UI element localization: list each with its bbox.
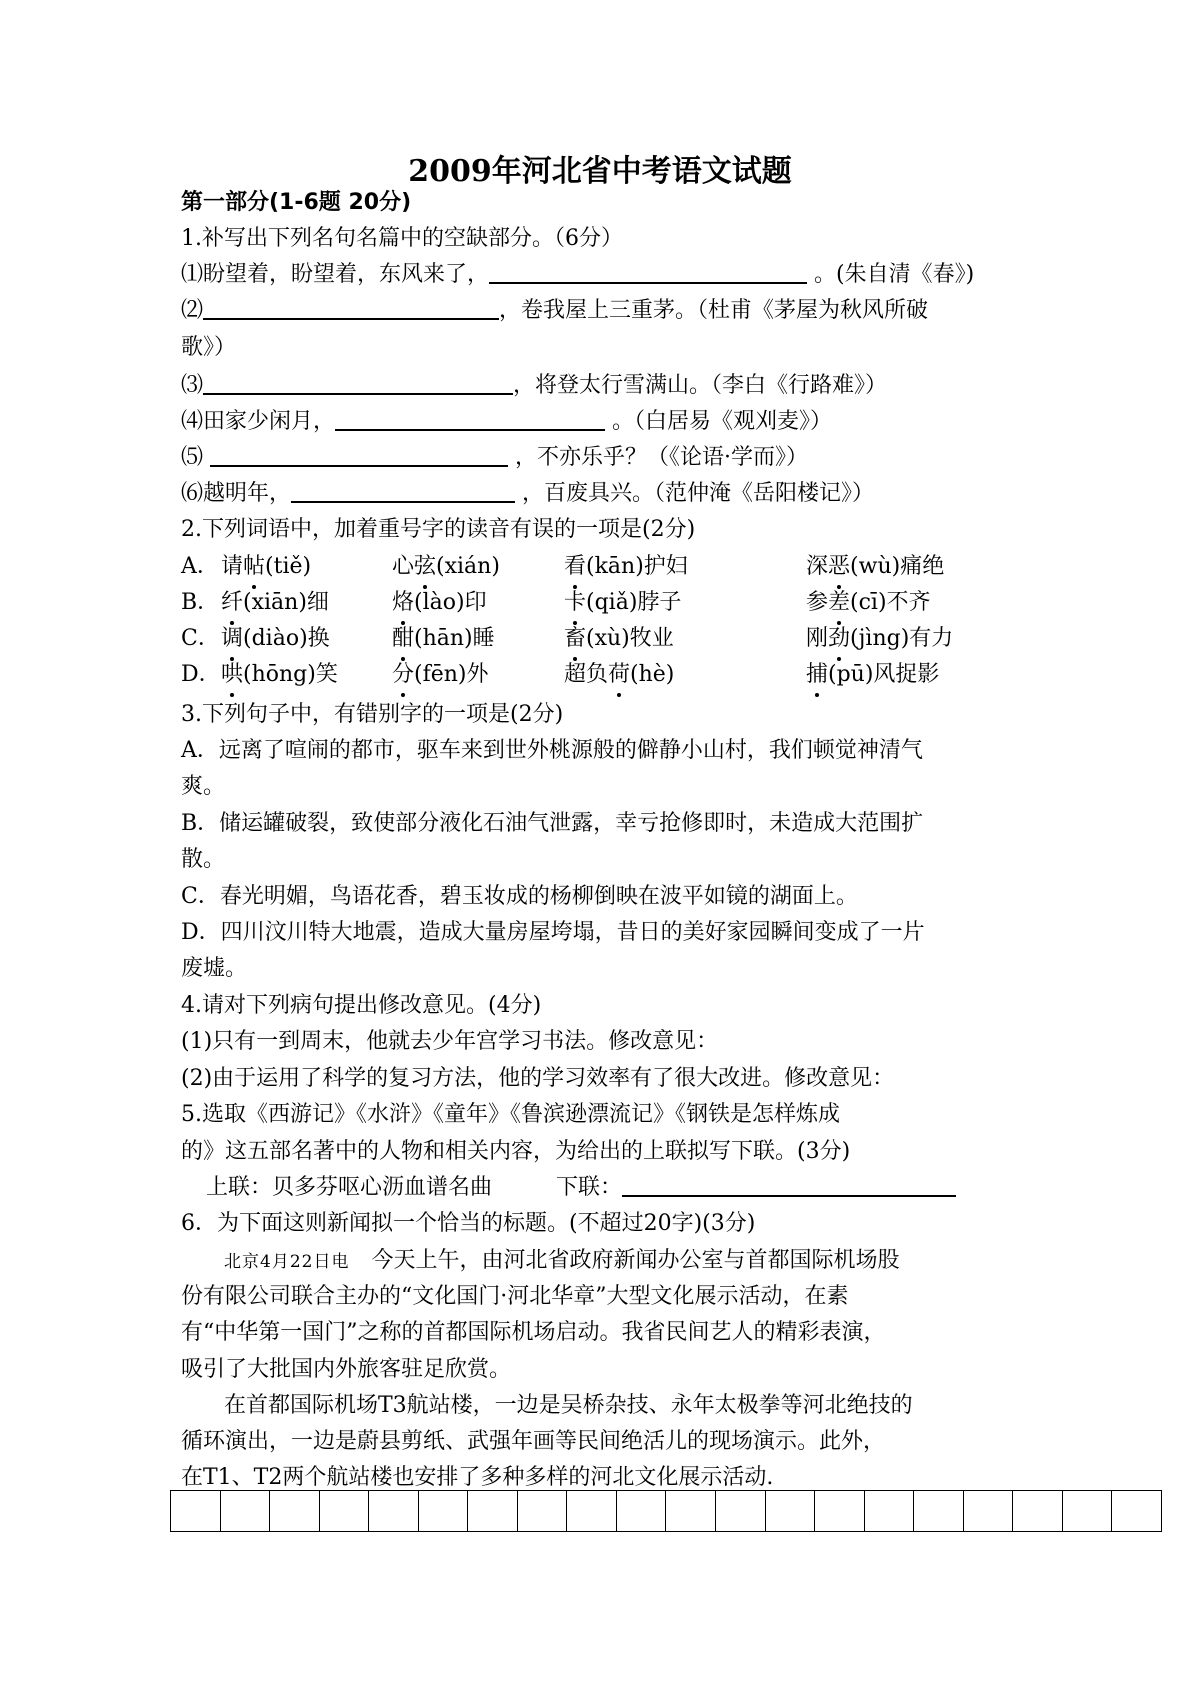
answer-cell[interactable]	[419, 1491, 469, 1531]
q2-word-item	[392, 588, 487, 618]
q1-stem: 1.补写出下列名句名篇中的空缺部分。（6分）	[181, 226, 623, 251]
q1-item-1-suffix: 。(朱自清《春》)	[807, 262, 975, 287]
q2-word-suffix: (diào)换	[243, 626, 330, 651]
q2-word-item	[564, 552, 688, 582]
q1-item-3-prefix: ⑶	[181, 373, 204, 398]
q1-item-2-suffix: ，卷我屋上三重茅。（杜甫《茅屋为秋风所破	[499, 298, 929, 323]
answer-cell[interactable]	[815, 1491, 865, 1531]
q2-word-suffix: (xù)牧业	[586, 626, 674, 651]
q2-emphasized-char: 荷	[608, 660, 630, 690]
answer-cell[interactable]	[716, 1491, 766, 1531]
q2-word-suffix: (xiān)细	[243, 590, 329, 615]
q2-word-item	[806, 660, 939, 690]
q6-news-line-4: 吸引了大批国内外旅客驻足欣赏。	[181, 1357, 512, 1382]
q2-emphasized-char: 分	[392, 660, 414, 690]
q3-stem: 3.下列句子中，有错别字的一项是(2分)	[181, 702, 564, 727]
q2-word-prefix: 请	[221, 554, 244, 579]
q2-word-suffix: (tiě)	[265, 554, 312, 579]
q5-stem-continued: 的》这五部名著中的人物和相关内容，为给出的上联拟写下联。(3分)	[181, 1139, 851, 1164]
q2-word-suffix: (wù)痛绝	[850, 554, 945, 579]
answer-cell[interactable]	[320, 1491, 370, 1531]
q1-item-1	[181, 260, 974, 290]
q2-option-label: D．	[181, 662, 221, 687]
q1-item-4-suffix: 。（白居易《观刈麦》）	[605, 409, 833, 434]
q6-news-line-2: 份有限公司联合主办的“文化国门·河北华章”大型文化展示活动，在素	[181, 1284, 849, 1309]
answer-cell[interactable]	[221, 1491, 271, 1531]
q1-blank-5	[210, 443, 508, 467]
q2-stem: 2.下列词语中，加着重号字的读音有误的一项是(2分)	[181, 517, 696, 542]
q2-emphasized-char: 看	[564, 552, 586, 582]
answer-cell[interactable]	[914, 1491, 964, 1531]
q2-emphasized-char: 烙	[392, 588, 414, 618]
q2-word-prefix: 参	[806, 590, 829, 615]
q2-word-item	[392, 660, 489, 690]
q2-emphasized-char: 卡	[564, 588, 586, 618]
q2-word-item	[221, 660, 338, 690]
answer-cell[interactable]	[666, 1491, 716, 1531]
section-heading: 第一部分(1-6题 20分)	[181, 190, 412, 215]
q2-emphasized-char: 纤	[221, 588, 243, 618]
q6-stem: 6．为下面这则新闻拟一个恰当的标题。(不超过20字)(3分)	[181, 1211, 756, 1236]
q5-couplet	[206, 1173, 956, 1203]
q2-option-label: A．	[181, 554, 219, 579]
q6-dateline: 北京4月22日电	[224, 1252, 350, 1272]
q2-word-suffix: (fēn)外	[414, 662, 489, 687]
q1-item-2-prefix: ⑵	[181, 298, 204, 323]
q2-word-item	[392, 624, 495, 654]
q1-item-4	[181, 407, 832, 437]
q2-word-item	[564, 588, 681, 618]
q3-option-a-continued: 爽。	[181, 774, 226, 799]
q1-item-3-suffix: ，将登太行雪满山。（李白《行路难》）	[513, 373, 888, 398]
q2-word-suffix: (pū)风捉影	[828, 662, 940, 687]
q1-blank-1	[489, 260, 807, 284]
q5-stem: 5.选取《西游记》《水浒》《童年》《鲁滨逊漂流记》《钢铁是怎样炼成	[181, 1102, 840, 1127]
q2-word-item	[806, 588, 931, 618]
q3-option-c: C．春光明媚，鸟语花香，碧玉妆成的杨柳倒映在波平如镜的湖面上。	[181, 884, 858, 909]
q6-news-line-1	[224, 1246, 899, 1277]
q1-item-6-suffix: ，百废具兴。（范仲淹《岳阳楼记》）	[515, 481, 875, 506]
q1-blank-4	[335, 407, 605, 431]
q3-option-d-continued: 废墟。	[181, 956, 248, 981]
q1-item-1-prefix: ⑴盼望着，盼望着，东风来了，	[181, 262, 490, 287]
q2-word-prefix: 超负	[564, 662, 609, 687]
q2-word-suffix: (hōng)笑	[243, 662, 338, 687]
q2-emphasized-char: 劲	[828, 624, 850, 654]
answer-cell[interactable]	[468, 1491, 518, 1531]
q1-item-2	[181, 296, 928, 326]
q1-item-6-prefix: ⑹越明年，	[181, 481, 292, 506]
q1-item-5	[181, 443, 808, 473]
q3-option-b-continued: 散。	[181, 847, 226, 872]
answer-cell[interactable]	[1112, 1491, 1161, 1531]
answer-cell[interactable]	[964, 1491, 1014, 1531]
q3-option-a: A．远离了喧闹的都市，驱车来到世外桃源般的僻静小山村，我们顿觉神清气	[181, 738, 923, 763]
q2-word-item	[806, 552, 944, 582]
q2-emphasized-char: 捕	[806, 660, 828, 690]
q2-word-suffix: (cī)不齐	[850, 590, 931, 615]
q2-word-item	[221, 624, 330, 654]
q2-word-item	[392, 552, 500, 582]
answer-cell[interactable]	[270, 1491, 320, 1531]
q1-blank-6	[291, 479, 515, 503]
q1-item-2-continued: 歌》）	[181, 335, 237, 360]
q6-news-line-5: 在首都国际机场T3航站楼，一边是吴桥杂技、永年太极拳等河北绝技的	[224, 1393, 913, 1418]
answer-cell[interactable]	[171, 1491, 221, 1531]
answer-cell[interactable]	[518, 1491, 568, 1531]
q1-item-4-prefix: ⑷田家少闲月，	[181, 409, 336, 434]
answer-cell[interactable]	[369, 1491, 419, 1531]
answer-grid	[170, 1490, 1162, 1532]
q2-emphasized-char: 调	[221, 624, 243, 654]
q2-word-suffix: (xián)	[436, 554, 500, 579]
q6-news-line-3: 有“中华第一国门”之称的首都国际机场启动。我省民间艺人的精彩表演，	[181, 1320, 886, 1345]
q2-word-prefix: 心	[392, 554, 415, 579]
answer-cell[interactable]	[766, 1491, 816, 1531]
q2-word-suffix: (hè)	[630, 662, 675, 687]
answer-cell[interactable]	[865, 1491, 915, 1531]
answer-cell[interactable]	[617, 1491, 667, 1531]
q2-emphasized-char: 恶	[828, 552, 850, 582]
answer-cell[interactable]	[1063, 1491, 1113, 1531]
q1-blank-2	[203, 296, 499, 320]
q2-word-prefix: 深	[806, 554, 829, 579]
q2-option-label: B．	[181, 590, 220, 615]
q2-word-suffix: (hān)睡	[414, 626, 495, 651]
q6-news-text-1: 今天上午，由河北省政府新闻办公室与首都国际机场股	[371, 1248, 900, 1273]
q3-option-d: D．四川汶川特大地震，造成大量房屋垮塌，昔日的美好家园瞬间变成了一片	[181, 920, 925, 945]
q2-emphasized-char: 畜	[564, 624, 586, 654]
q2-word-item	[221, 552, 311, 582]
answer-cell[interactable]	[567, 1491, 617, 1531]
q2-word-item	[564, 660, 674, 690]
q2-emphasized-char: 帖	[243, 552, 265, 582]
q1-item-6	[181, 479, 874, 509]
answer-cell[interactable]	[1013, 1491, 1063, 1531]
q2-option-label: C．	[181, 626, 220, 651]
q6-news-line-6: 循环演出，一边是蔚县剪纸、武强年画等民间绝活儿的现场演示。此外，	[181, 1429, 886, 1454]
q5-upper-couplet: 上联：贝多芬呕心沥血谱名曲	[206, 1175, 493, 1200]
q1-item-5-prefix: ⑸	[181, 445, 210, 470]
q2-emphasized-char: 哄	[221, 660, 243, 690]
q2-emphasized-char: 酣	[392, 624, 414, 654]
q3-option-b: B．储运罐破裂，致使部分液化石油气泄露，幸亏抢修即时，未造成大范围扩	[181, 811, 924, 836]
q2-word-item	[564, 624, 674, 654]
q2-emphasized-char: 弦	[414, 552, 436, 582]
q6-news-line-7: 在T1、T2两个航站楼也安排了多种多样的河北文化展示活动.	[181, 1465, 774, 1490]
exam-title: 2009年河北省中考语文试题	[408, 154, 792, 189]
q2-word-item	[221, 588, 329, 618]
q4-stem: 4.请对下列病句提出修改意见。(4分)	[181, 993, 542, 1018]
q1-item-3	[181, 371, 887, 401]
q2-word-suffix: (lào)印	[414, 590, 487, 615]
q4-sentence-2: (2)由于运用了科学的复习方法，他的学习效率有了很大改进。修改意见：	[181, 1066, 895, 1091]
q1-item-5-suffix: ，不亦乐乎？（《论语·学而》）	[508, 445, 808, 470]
q2-word-suffix: (qiǎ)脖子	[586, 590, 682, 615]
q2-emphasized-char: 差	[828, 588, 850, 618]
q2-word-suffix: (kān)护妇	[586, 554, 688, 579]
q5-lower-label: 下联：	[556, 1175, 623, 1200]
q1-blank-3	[203, 371, 513, 395]
q2-word-prefix: 刚	[806, 626, 829, 651]
q2-word-item	[806, 624, 953, 654]
q2-word-suffix: (jìng)有力	[850, 626, 954, 651]
q5-lower-blank	[622, 1173, 956, 1197]
q4-sentence-1: (1)只有一到周末，他就去少年宫学习书法。修改意见：	[181, 1029, 719, 1054]
